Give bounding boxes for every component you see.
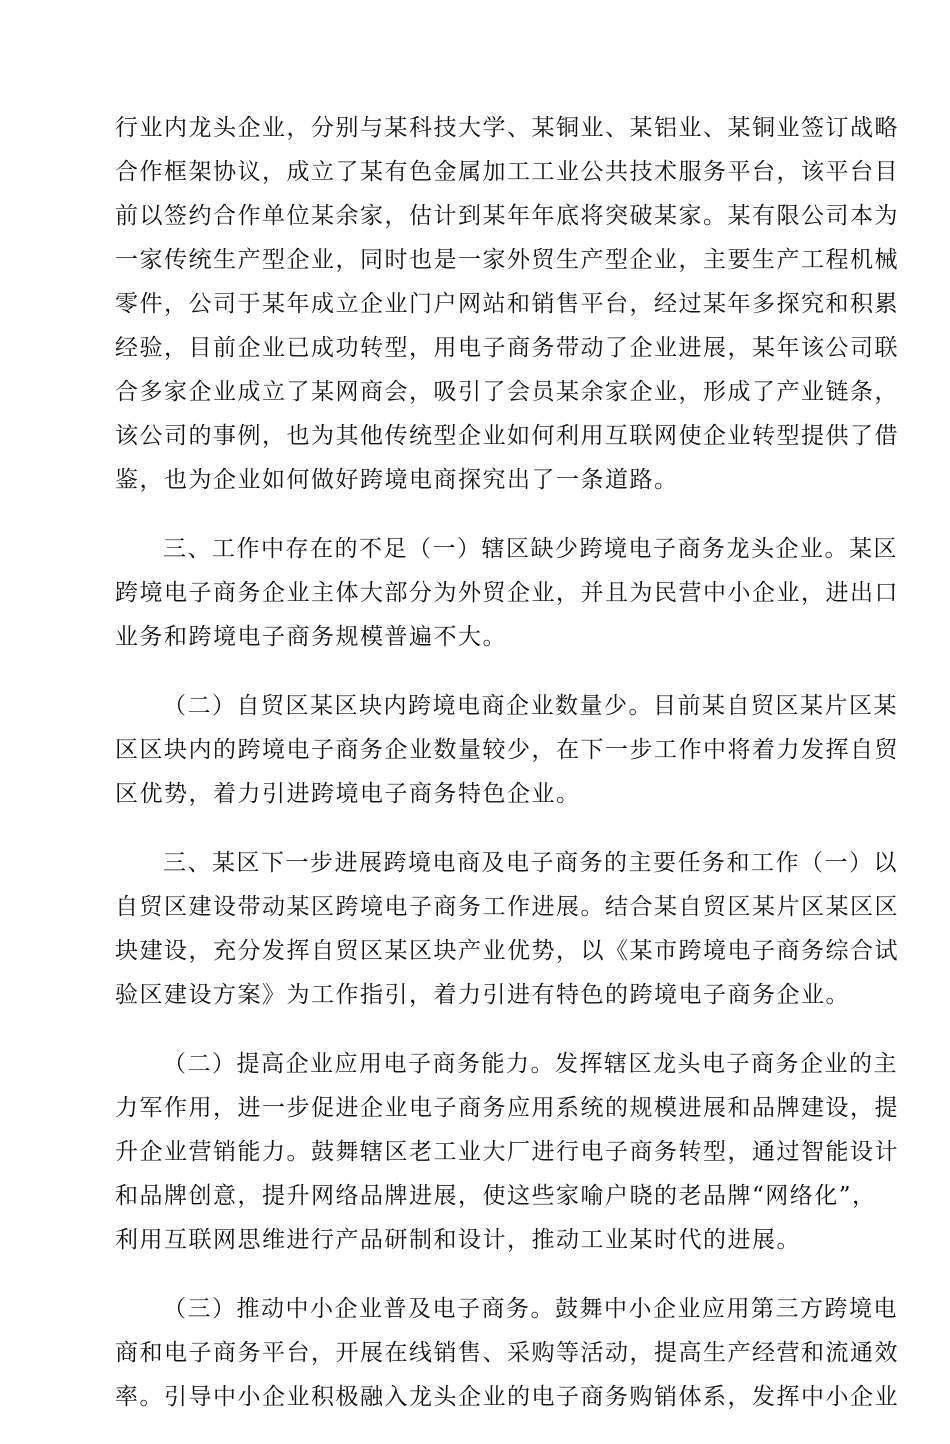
paragraph-6 <box>115 1287 899 1419</box>
text-line: 经验，目前企业已成功转型，用电子商务带动了企业进展，某年该公司联 <box>115 335 899 361</box>
text-line: 该公司的事例，也为其他传统型企业如何利用互联网使企业转型提供了借 <box>115 423 899 449</box>
text-line: 行业内龙头企业，分别与某科技大学、某铜业、某铝业、某铜业签订战略 <box>115 115 899 141</box>
text-line: 和品牌创意，提升网络品牌进展，使这些家喻户晓的老品牌“网络化”， <box>115 1183 877 1209</box>
text-line: 区优势，着力引进跨境电子商务特色企业。 <box>115 781 581 807</box>
text-line: 利用互联网思维进行产品研制和设计，推动工业某时代的进展。 <box>115 1227 801 1253</box>
paragraph-2 <box>115 527 899 659</box>
text-line: 自贸区建设带动某区跨境电子商务工作进展。结合某自贸区某片区某区区 <box>115 894 899 920</box>
text-line: 验区建设方案》为工作指引，着力引进有特色的跨境电子商务企业。 <box>115 982 850 1008</box>
paragraph-3 <box>115 684 899 816</box>
text-line: 跨境电子商务企业主体大部分为外贸企业，并且为民营中小企业，进出口 <box>115 580 899 606</box>
text-line: 区区块内的跨境电子商务企业数量较少，在下一步工作中将着力发挥自贸 <box>115 737 899 763</box>
text-line: 业务和跨境电子商务规模普遍不大。 <box>115 624 507 650</box>
text-line: 力军作用，进一步促进企业电子商务应用系统的规模进展和品牌建设，提 <box>115 1095 899 1121</box>
text-line: （三）推动中小企业普及电子商务。鼓舞中小企业应用第三方跨境电 <box>163 1296 898 1322</box>
text-line: 率。引导中小企业积极融入龙头企业的电子商务购销体系，发挥中小企业 <box>115 1384 899 1410</box>
text-line: 鉴，也为企业如何做好跨境电商探究出了一条道路。 <box>115 467 679 493</box>
paragraph-5 <box>115 1042 899 1262</box>
text-line: 合作框架协议，成立了某有色金属加工工业公共技术服务平台，该平台目 <box>115 159 899 185</box>
text-line: 合多家企业成立了某网商会，吸引了会员某余家企业，形成了产业链条， <box>115 379 899 405</box>
document-body <box>115 106 899 1444</box>
paragraph-1 <box>115 106 899 502</box>
text-line: 块建设，充分发挥自贸区某区块产业优势，以《某市跨境电子商务综合试 <box>115 938 899 964</box>
text-line: 前以签约合作单位某余家，估计到某年年底将突破某家。某有限公司本为 <box>115 203 899 229</box>
paragraph-4 <box>115 841 899 1017</box>
text-line: （二）提高企业应用电子商务能力。发挥辖区龙头电子商务企业的主 <box>163 1051 898 1077</box>
text-line: 三、工作中存在的不足（一）辖区缺少跨境电子商务龙头企业。某区 <box>163 536 898 562</box>
text-line: （二）自贸区某区块内跨境电商企业数量少。目前某自贸区某片区某 <box>163 693 898 719</box>
text-line: 一家传统生产型企业，同时也是一家外贸生产型企业，主要生产工程机械 <box>115 247 899 273</box>
text-line: 三、某区下一步进展跨境电商及电子商务的主要任务和工作（一）以 <box>163 850 898 876</box>
text-line: 升企业营销能力。鼓舞辖区老工业大厂进行电子商务转型，通过智能设计 <box>115 1139 899 1165</box>
text-line: 商和电子商务平台，开展在线销售、采购等活动，提高生产经营和流通效 <box>115 1340 899 1366</box>
text-line: 零件，公司于某年成立企业门户网站和销售平台，经过某年多探究和积累 <box>115 291 899 317</box>
